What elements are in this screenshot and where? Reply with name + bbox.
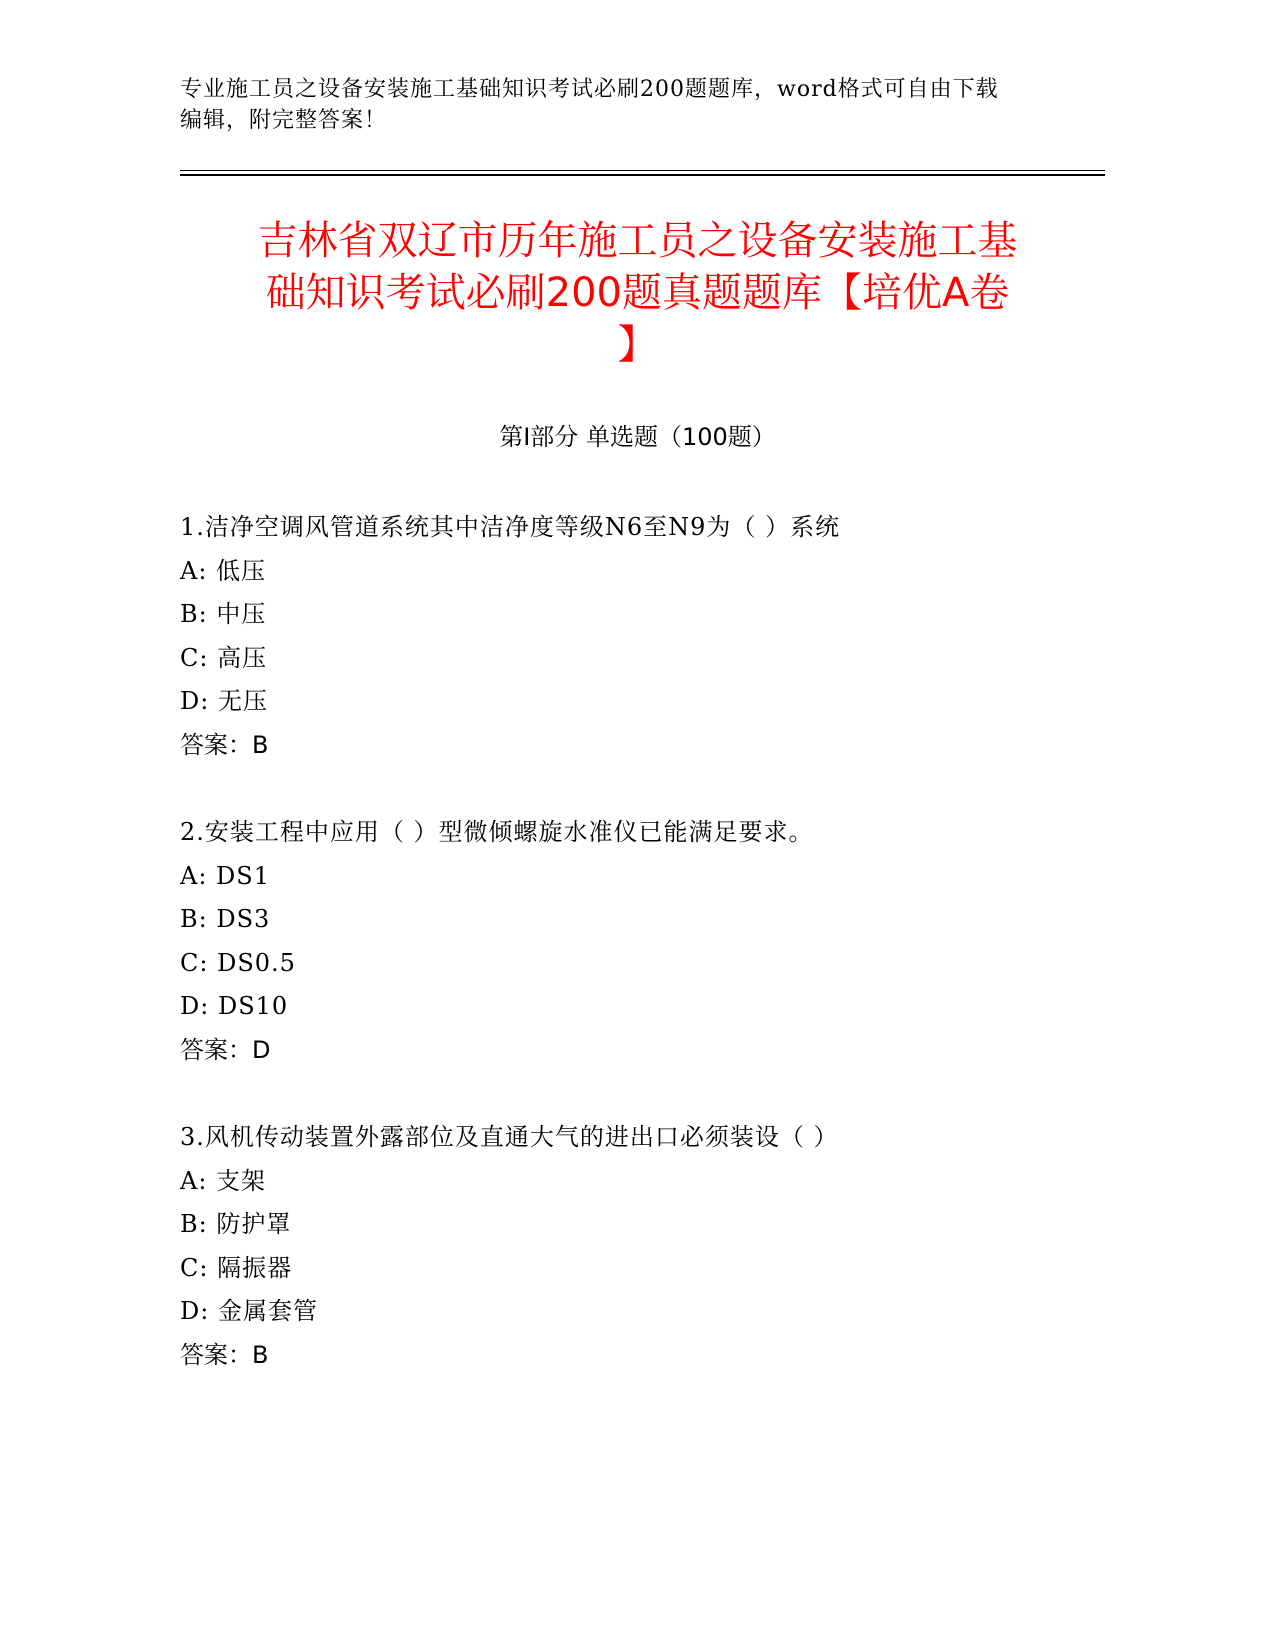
option-b: B: 中压 xyxy=(180,600,267,628)
option-a: A: DS1 xyxy=(180,861,270,890)
answer-line: 答案：B xyxy=(180,730,269,759)
question-stem: 2.安装工程中应用（ ）型微倾螺旋水准仪已能满足要求。 xyxy=(180,818,814,846)
title-line-2: 础知识考试必刷200题真题题库【培优A卷 xyxy=(265,270,1010,316)
intro-text xyxy=(180,74,1080,136)
option-a: A: 低压 xyxy=(180,556,267,585)
title-line-3: 】 xyxy=(617,322,658,368)
question-block xyxy=(180,1116,1140,1377)
option-c: C: DS0.5 xyxy=(180,948,296,977)
intro-line-2: 编辑，附完整答案！ xyxy=(180,108,388,133)
option-d: D: 无压 xyxy=(180,687,268,715)
option-c: C: 高压 xyxy=(180,643,268,672)
document-title xyxy=(180,215,1095,371)
option-d: D: 金属套管 xyxy=(180,1297,318,1325)
option-b: B: 防护罩 xyxy=(180,1210,292,1238)
question-stem: 1.洁净空调风管道系统其中洁净度等级N6至N9为（ ）系统 xyxy=(180,513,841,541)
header-rule-thick xyxy=(180,174,1105,176)
option-c: C: 隔振器 xyxy=(180,1253,293,1282)
section-heading: 第Ⅰ部分 单选题（100题） xyxy=(499,423,776,451)
question-stem: 3.风机传动装置外露部位及直通大气的进出口必须装设（ ） xyxy=(180,1123,839,1151)
answer-line: 答案：D xyxy=(180,1035,271,1064)
option-d: D: DS10 xyxy=(180,992,289,1020)
intro-line-1: 专业施工员之设备安装施工基础知识考试必刷200题题库，word格式可自由下载 xyxy=(180,77,999,102)
option-a: A: 支架 xyxy=(180,1166,267,1195)
option-b: B: DS3 xyxy=(180,905,271,933)
title-line-1: 吉林省双辽市历年施工员之设备安装施工基 xyxy=(257,218,1018,264)
header-rule-thin xyxy=(180,170,1105,171)
answer-line: 答案：B xyxy=(180,1340,269,1369)
question-block xyxy=(180,811,1140,1072)
question-block xyxy=(180,506,1140,767)
